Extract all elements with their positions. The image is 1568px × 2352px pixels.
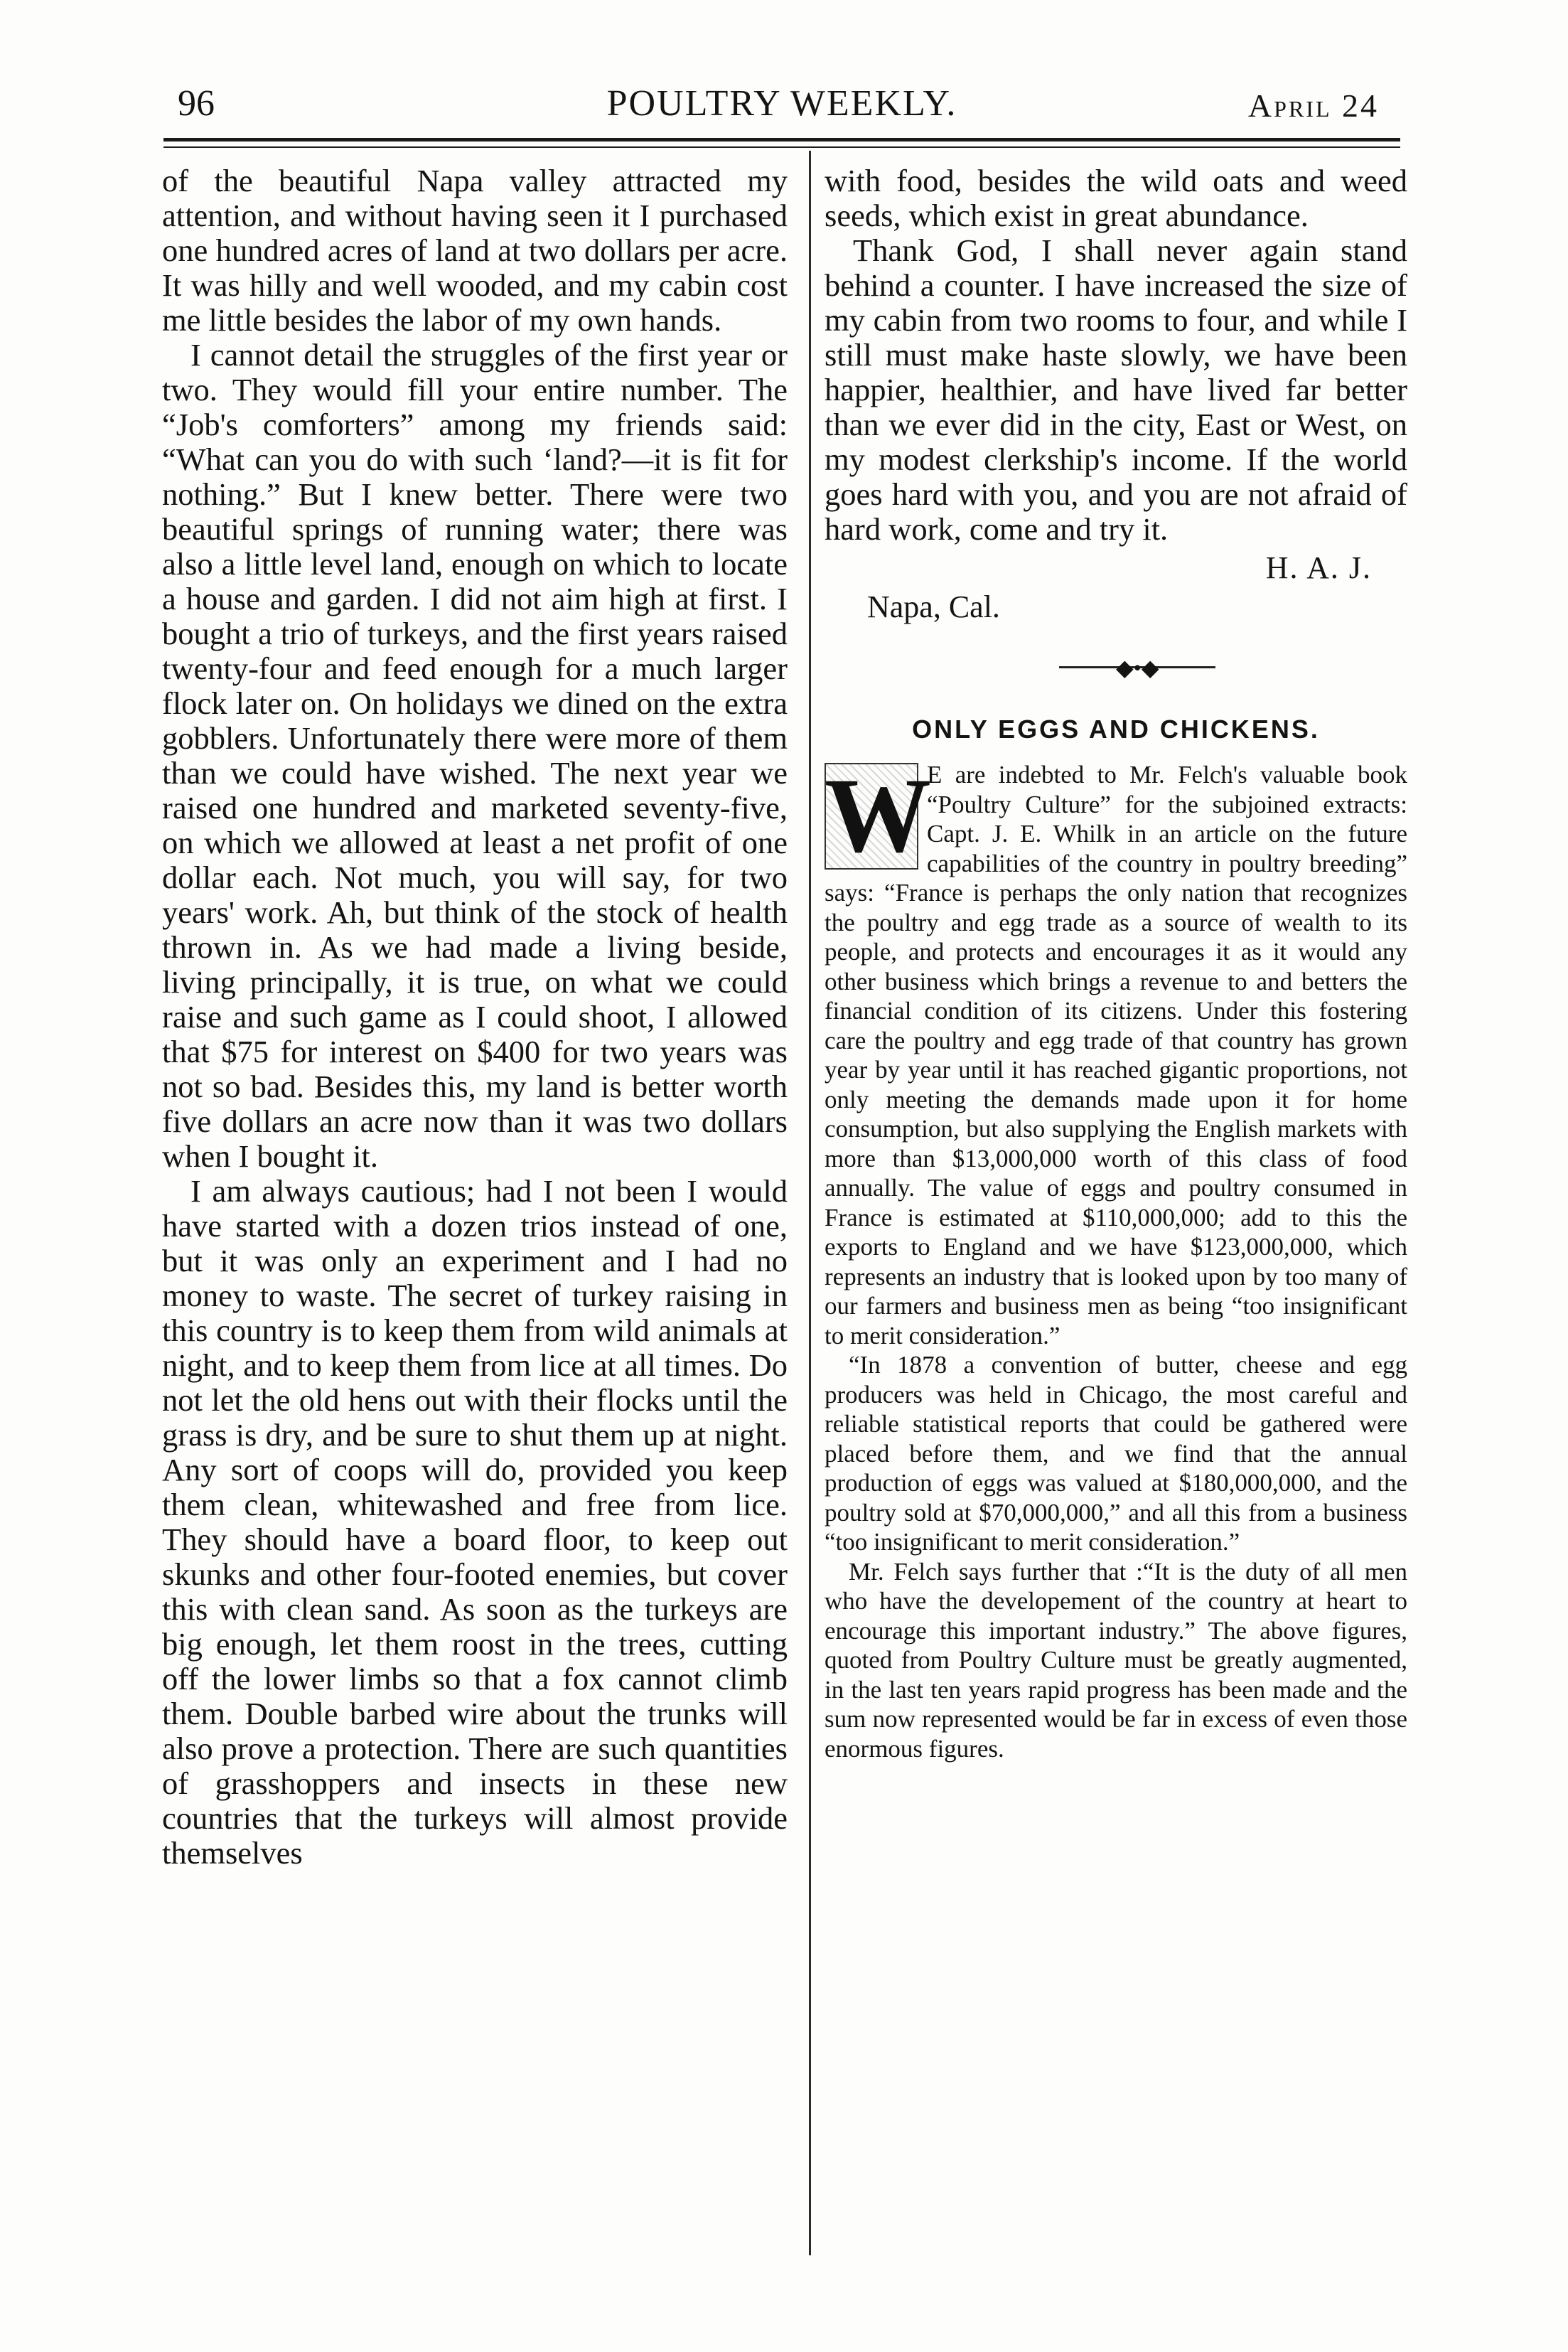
issue-date: April 24	[1247, 87, 1379, 124]
place-line: Napa, Cal.	[867, 589, 1000, 624]
dropcap-letter: W	[825, 757, 931, 875]
left-column	[162, 164, 788, 1871]
ornament-center: ◆•◆	[1116, 655, 1159, 680]
right-paragraph-2: Thank God, I shall never again stand behind a counter. I have increased the size of my cabin from two rooms to four, and while I still must make haste slowly, we have been happier, healthier, and have lived far better than we ever did in the city, East or West, on my modest clerkship's income. If the world goes hard with you, and you are not afraid of hard work, come and try it.	[825, 232, 1407, 547]
left-paragraph-3: I am always cautious; had I not been I would have started with a dozen trios instead of one, but it was only an experiment and I had no money to waste. The secret of turkey raising in this country is to keep them from wild animals at night, and to keep them from lice at all times. Do not let the old hens out with their flocks until the grass is dry, and be sure to shut them up at night. Any sort of coops will do, provided you keep them clean, whitewashed and free from lice. They should have a board floor, to keep out skunks and other four-footed enemies, but cover this with clean sand. As soon as the turkeys are big enough, let them roost in the trees, cutting off the lower limbs so that a fox cannot climb them. Double barbed wire about the trunks will also prove a protection. There are such quantities of grasshoppers and insects in these new countries that the turkeys will almost provide themselves	[162, 1173, 788, 1871]
header-rule-thin	[163, 146, 1400, 148]
right-paragraph-1: with food, besides the wild oats and weed seeds, which exist in great abundance.	[825, 163, 1407, 233]
column-divider	[809, 151, 811, 2255]
header-rule-thick	[163, 138, 1400, 141]
dropcap-initial	[825, 757, 931, 875]
article-paragraph-2: “In 1878 a convention of butter, cheese and egg producers was held in Chicago, the most careful and reliable statistical reports that could be gathered were placed before them, and we find that the annual production of eggs was valued at $180,000,000, and the poultry sold at $70,000,000,” and all this from a business “too insignificant to merit consideration.”	[825, 1351, 1407, 1556]
article-paragraph-1	[825, 757, 1407, 1350]
article-paragraph-1-text: E are indebted to Mr. Felch's valuable book “Poultry Culture” for the subjoined extracts: Capt. J. E. Whilk in an article on the future capabilities of the country in poultry breeding” says: “France is perhaps the only nation that recognizes the poultry and egg trade as a source of wealth to its people, and protects and encourages it as it would any other business which brings a revenue to and betters the financial condition of its citizens. Under this fostering care the poultry and egg trade of that country has grown year by year until it has reached gigantic proportions, not only meeting the demands made upon it for home consumption, but also supplying the English markets with more than $13,000,000 worth of this class of food annually. The value of eggs and poultry consumed in France is estimated at $110,000,000; add to this the exports to England and we have $123,000,000, which represents an industry that is looked upon by too many of our farmers and business men as being “too insignificant to merit consideration.”	[825, 761, 1407, 1349]
right-column	[825, 164, 1407, 1763]
left-paragraph-1: of the beautiful Napa valley attracted my attention, and without having seen it I purchased one hundred acres of land at two dollars per acre. It was hilly and well wooded, and my cabin cost me little besides the labor of my own hands.	[162, 163, 788, 338]
page-header	[163, 78, 1400, 135]
left-paragraph-2: I cannot detail the struggles of the first year or two. They would fill your entire number. The “Job's comforters” among my friends said: “What can you do with such ‘land?—it is fit for nothing.” But I knew better. There were two beautiful springs of running water; there was also a little level land, enough on which to locate a house and garden. I did not aim high at first. I bought a trio of turkeys, and the first years raised twenty-four and feed enough for a much larger flock later on. On holidays we dined on the extra gobblers. Unfortunately there were more of them than we could have wished. The next year we raised one hundred and marketed seventy-five, on which we allowed at least a net profit of one dollar each. Not much, you will say, for two years' work. Ah, but think of the stock of health thrown in. As we had made a living beside, living principally, it is true, on what we could raise and such game as I could shoot, I allowed that $75 for interest on $400 for two years was not so bad. Besides this, my land is better worth five dollars an acre now than it was two dollars when I bought it.	[162, 337, 788, 1174]
publication-title: POULTRY WEEKLY.	[606, 83, 957, 124]
article-title: ONLY EGGS AND CHICKENS.	[912, 715, 1320, 744]
rule-ornament-icon	[825, 646, 1407, 689]
article-body	[825, 757, 1407, 1763]
page-number: 96	[178, 83, 215, 124]
article-paragraph-3: Mr. Felch says further that :“It is the duty of all men who have the developement of the country at heart to encourage this important industry.” The above figures, quoted from Poultry Culture must be greatly augmented, in the last ten years rapid progress has been made and the sum now represented would be far in excess of even those enormous figures.	[825, 1557, 1407, 1763]
signature: H. A. J.	[1265, 550, 1372, 585]
